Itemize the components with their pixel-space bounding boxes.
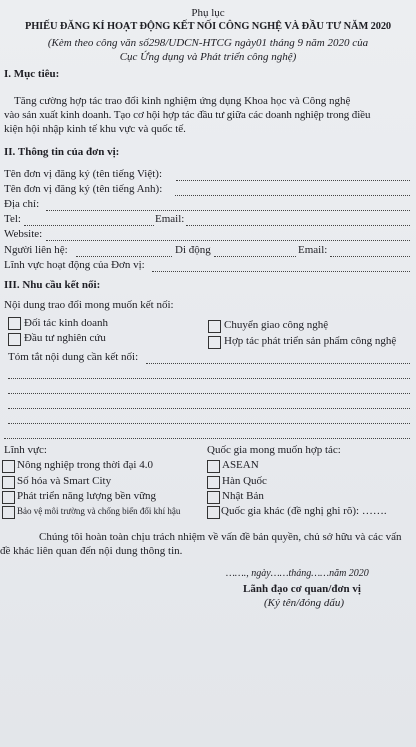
signer-title: Lãnh đạo cơ quan/đơn vị [243,583,361,595]
checkbox-sector-smartcity[interactable] [2,476,15,489]
section-1-line2: vào sản xuất kinh doanh. Tạo cơ hội hợp tác đầu tư giữa các doanh nghiệp trong điều [4,109,371,121]
contact-person-field[interactable] [76,256,172,257]
summary-field-line3[interactable] [8,393,410,394]
sector-label: Lĩnh vực: [4,444,47,456]
address-field[interactable] [46,210,410,211]
business-field-input[interactable] [152,271,410,272]
commitment-line1: Chúng tôi hoàn toàn chịu trách nhiệm về vấn đề bản quyền, chủ sở hữu và các vấn [39,531,402,543]
option-business-partner: Đối tác kinh doanh [24,317,109,329]
sector-smartcity: Số hóa và Smart City [17,475,112,487]
section-2-heading: II. Thông tin của đơn vị: [4,146,120,158]
form-subtitle-line2: Cục Ứng dụng và Phát triển công nghệ) [119,51,297,63]
option-tech-transfer: Chuyển giao công nghệ [224,319,329,331]
unit-name-en-label: Tên đơn vị đăng ký (tên tiếng Anh): [4,183,163,195]
tel-label: Tel: [4,213,21,225]
summary-field-line2[interactable] [8,378,410,379]
email-field[interactable] [186,225,410,226]
country-asean: ASEAN [222,459,259,471]
mobile-field[interactable] [214,256,296,257]
address-label: Địa chỉ: [4,198,40,210]
checkbox-sector-agriculture[interactable] [2,460,15,473]
website-field[interactable] [46,240,410,241]
checkbox-sector-energy[interactable] [2,491,15,504]
country-korea: Hàn Quốc [222,475,267,487]
checkbox-sector-environment[interactable] [2,506,15,519]
contact-person-label: Người liên hệ: [4,244,68,256]
email-label: Email: [155,213,185,225]
checkbox-country-korea[interactable] [207,476,220,489]
summary-field-line5[interactable] [8,423,410,424]
checkbox-country-japan[interactable] [207,491,220,504]
section-1-heading: I. Mục tiêu: [4,68,60,80]
commitment-line2: đề khác liên quan đến nội dung thông tin. [0,545,183,557]
email2-label: Email: [298,244,328,256]
summary-field-line4[interactable] [8,408,410,409]
option-product-cooperation: Hợp tác phát triển sản phẩm công nghệ [224,335,397,347]
country-other: Quốc gia khác (đề nghị ghi rõ): ……. [221,505,387,517]
tel-field[interactable] [24,225,154,226]
business-field-label: Lĩnh vực hoạt động của Đơn vị: [4,259,145,271]
form-title: PHIẾU ĐĂNG KÍ HOẠT ĐỘNG KẾT NỐI CÔNG NGHỆ VÀ ĐẦU TƯ NĂM 2020 [24,21,392,32]
exchange-content-label: Nội dung trao đổi mong muốn kết nối: [4,299,174,311]
signature-note: (Ký tên/đóng dấu) [264,597,345,609]
checkbox-product-cooperation[interactable] [208,336,221,349]
section-3-heading: III. Nhu cầu kết nối: [4,279,101,291]
checkbox-country-asean[interactable] [207,460,220,473]
mobile-label: Di động [175,244,211,256]
unit-name-vi-label: Tên đơn vị đăng ký (tên tiếng Việt): [4,168,163,180]
summary-label: Tóm tắt nội dung cần kết nối: [8,351,139,363]
sector-environment: Bảo vệ môi trường và chống biến đổi khí hậu [17,506,181,516]
summary-field-line1[interactable] [146,363,410,364]
sector-agriculture: Nông nghiệp trong thời đại 4.0 [17,459,153,471]
website-label: Website: [4,228,43,240]
checkbox-country-other[interactable] [207,506,220,519]
country-japan: Nhật Bản [222,490,264,502]
unit-name-vi-field[interactable] [176,180,410,181]
checkbox-tech-transfer[interactable] [208,320,221,333]
section-1-line1: Tăng cường hợp tác trao đổi kinh nghiệm ứng dụng Khoa học và Công nghệ [14,95,351,107]
checkbox-research-investment[interactable] [8,333,21,346]
email2-field[interactable] [330,256,410,257]
section-1-line3: kiện hội nhập kinh tế khu vực và quốc tế. [4,123,186,135]
country-label: Quốc gia mong muốn hợp tác: [207,444,341,456]
option-research-investment: Đầu tư nghiên cứu [24,332,106,344]
form-subtitle-line1: (Kèm theo công văn số298/UDCN-HTCG ngày01 tháng 9 năm 2020 của [47,37,369,49]
checkbox-business-partner[interactable] [8,317,21,330]
summary-field-line6[interactable] [4,438,410,439]
unit-name-en-field[interactable] [175,195,410,196]
sign-date: ……., ngày……tháng……năm 2020 [226,568,369,579]
sector-energy: Phát triển năng lượng bền vững [17,490,157,502]
appendix-label: Phụ lục [191,7,225,19]
